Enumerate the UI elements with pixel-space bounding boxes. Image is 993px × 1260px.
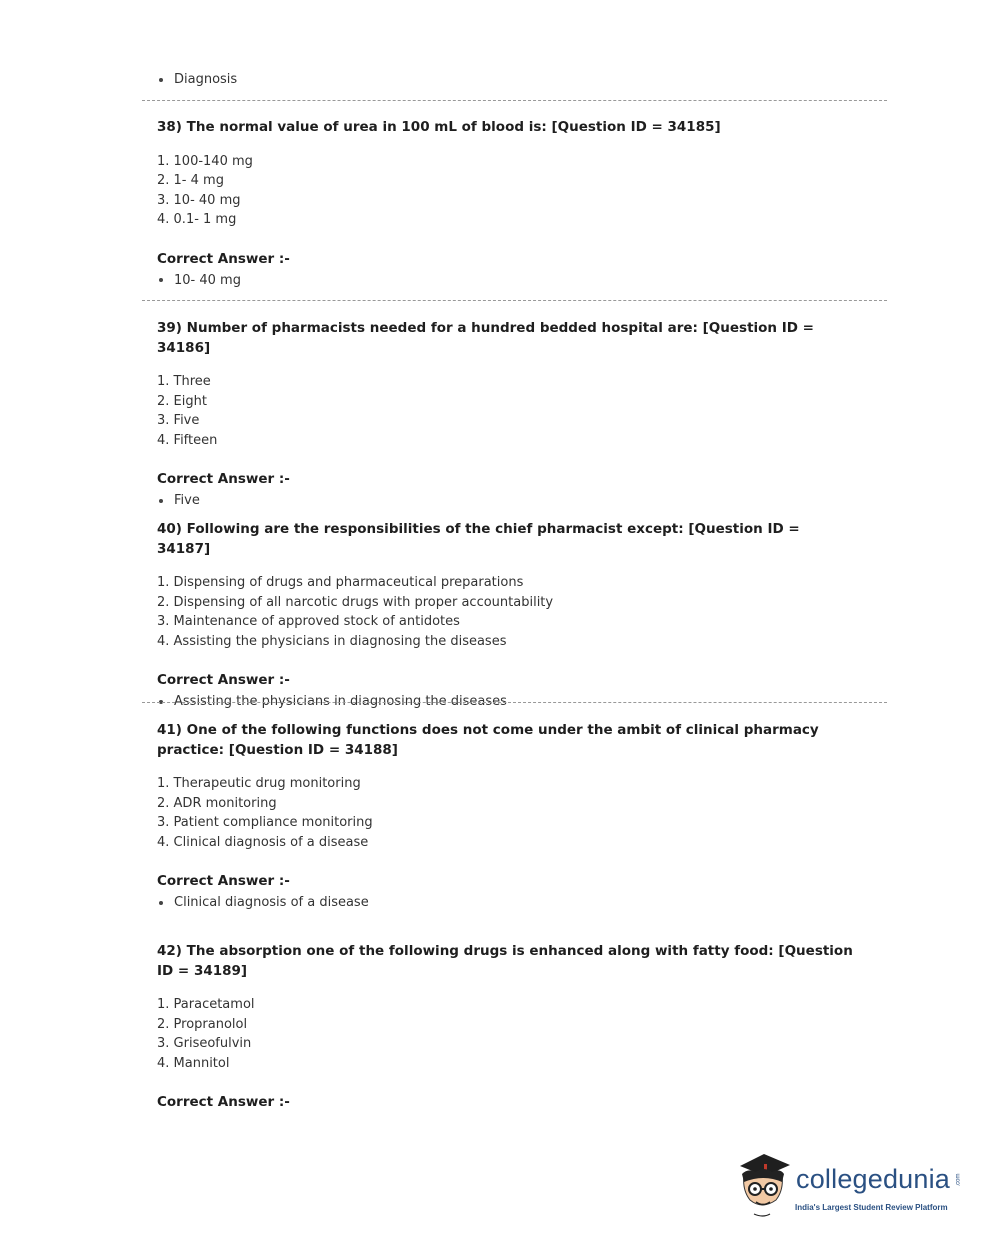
- logo-suffix: .com: [955, 1173, 962, 1187]
- option: 1. Dispensing of drugs and pharmaceutical preparations: [157, 575, 524, 590]
- option: 3. Patient compliance monitoring: [157, 815, 373, 830]
- previous-correct-answer: [157, 72, 237, 87]
- answer-text: Five: [174, 493, 200, 508]
- correct-answer: [157, 273, 857, 288]
- answer-text: 10- 40 mg: [174, 272, 241, 288]
- option: 1. Paracetamol: [157, 997, 255, 1012]
- question-title: 40) Following are the responsibilities of the chief pharmacist except: [Question ID = 34187]: [157, 521, 800, 557]
- correct-answer-heading: Correct Answer :-: [157, 873, 290, 889]
- option: 3. 10- 40 mg: [157, 192, 241, 208]
- options-list: [157, 573, 857, 651]
- option: 2. Propranolol: [157, 1016, 248, 1032]
- collegedunia-logo: [734, 1152, 964, 1222]
- correct-answer-heading: Correct Answer :-: [157, 1094, 290, 1110]
- option: 4. Clinical diagnosis of a disease: [157, 834, 369, 850]
- question-40: [157, 520, 857, 709]
- correct-answer: [157, 493, 857, 508]
- option: 3. Maintenance of approved stock of antidotes: [157, 614, 460, 629]
- question-42: [157, 942, 857, 1112]
- bullet-icon: [159, 499, 163, 503]
- bullet-icon: [159, 78, 163, 82]
- student-mascot-icon: [734, 1152, 794, 1222]
- options-list: [157, 774, 857, 852]
- option: 4. 0.1- 1 mg: [157, 212, 237, 227]
- bullet-icon: [159, 278, 163, 282]
- divider: [142, 702, 887, 703]
- question-38: [157, 118, 857, 288]
- option: 2. ADR monitoring: [157, 795, 277, 811]
- question-39: [157, 319, 857, 508]
- option: 4. Fifteen: [157, 432, 218, 448]
- question-title: 42) The absorption one of the following drugs is enhanced along with fatty food: [Question ID = 34189]: [157, 943, 853, 979]
- option: 4. Assisting the physicians in diagnosing the diseases: [157, 633, 507, 649]
- option: 2. Eight: [157, 393, 207, 409]
- option: 3. Five: [157, 413, 200, 428]
- question-title: 39) Number of pharmacists needed for a hundred bedded hospital are: [Question ID = 34186]: [157, 320, 814, 356]
- logo-tagline: India's Largest Student Review Platform: [795, 1203, 948, 1212]
- options-list: [157, 152, 857, 230]
- correct-answer-heading: Correct Answer :-: [157, 250, 290, 267]
- option: 1. Therapeutic drug monitoring: [157, 776, 361, 791]
- correct-answer: [157, 895, 857, 910]
- options-list: [157, 372, 857, 450]
- option: 1. Three: [157, 374, 211, 389]
- question-41: [157, 721, 857, 910]
- correct-answer-heading: Correct Answer :-: [157, 672, 290, 688]
- bullet-icon: [159, 901, 163, 905]
- question-title: 41) One of the following functions does not come under the ambit of clinical pharmacy practice: [Question ID = 34188]: [157, 722, 819, 758]
- answer-text: Clinical diagnosis of a disease: [174, 895, 369, 910]
- answer-text: Assisting the physicians in diagnosing the diseases: [174, 694, 507, 709]
- answer-text: Diagnosis: [174, 72, 238, 87]
- option: 1. 100-140 mg: [157, 153, 253, 169]
- options-list: [157, 995, 857, 1073]
- option: 2. Dispensing of all narcotic drugs with proper accountability: [157, 594, 554, 610]
- logo-wordmark: collegedunia: [796, 1164, 951, 1194]
- divider: [142, 100, 887, 101]
- option: 2. 1- 4 mg: [157, 173, 224, 188]
- divider: [142, 300, 887, 301]
- correct-answer-heading: Correct Answer :-: [157, 471, 290, 487]
- option: 4. Mannitol: [157, 1055, 230, 1071]
- option: 3. Griseofulvin: [157, 1036, 252, 1051]
- question-title: 38) The normal value of urea in 100 mL of blood is: [Question ID = 34185]: [157, 119, 721, 135]
